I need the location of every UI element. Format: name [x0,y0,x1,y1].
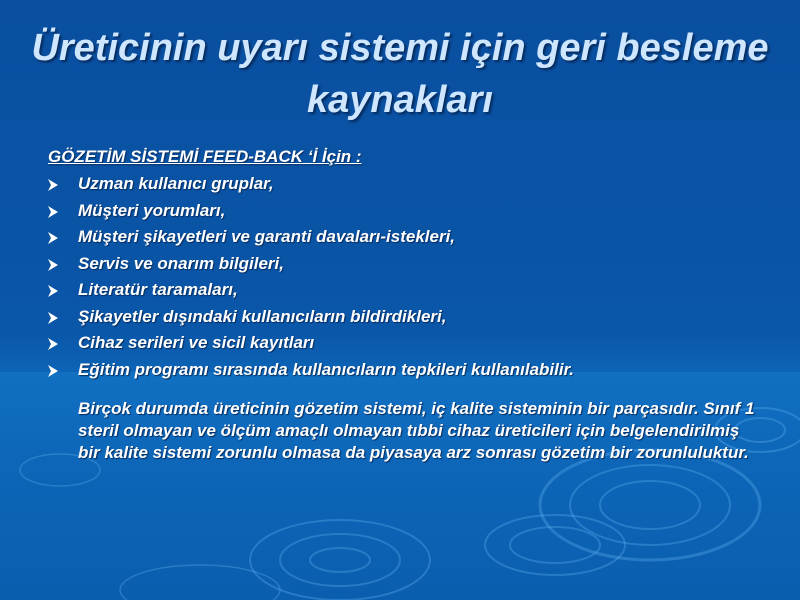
list-item-text: Literatür taramaları, [78,280,238,299]
list-item [48,304,768,331]
arrow-bullet-icon [48,338,58,350]
list-item [48,251,768,278]
arrow-bullet-icon [48,206,58,218]
list-item [48,357,768,384]
list-item-text: Müşteri yorumları, [78,200,226,220]
slide-body [48,144,768,464]
list-item-text: Şikayetler dışındaki kullanıcıların bildirdikleri, [78,306,447,326]
list-item [48,171,768,198]
list-item-text: Servis ve onarım bilgileri, [78,253,284,273]
arrow-bullet-icon [48,365,58,377]
list-item [48,224,768,251]
summary-paragraph: Birçok durumda üreticinin gözetim sistemi, iç kalite sisteminin bir parçasıdır. Sınıf 1 steril olmayan ve ölçüm amaçlı olmayan tıbbi cihaz üreticileri için belgelendirilmiş bir kalite sistemi zorunlu olmasa da piyasaya arz sonrası gözetim bir zorunluluktur. [78,399,755,462]
arrow-bullet-icon [48,232,58,244]
list-item-text: Cihaz serileri ve sicil kayıtları [78,333,315,352]
list-item [48,330,768,357]
list-item-text: Eğitim programı sırasında kullanıcıların tepkileri kullanılabilir. [78,359,574,379]
list-item-text: Uzman kullanıcı gruplar, [78,174,274,193]
arrow-bullet-icon [48,179,58,191]
section-heading: GÖZETİM SİSTEMİ FEED-BACK ‘İ İçin : [48,147,362,166]
list-item [48,277,768,304]
list-item-text: Müşteri şikayetleri ve garanti davaları-istekleri, [78,227,456,246]
slide-title: Üreticinin uyarı sistemi için geri besleme kaynakları [31,27,769,121]
arrow-bullet-icon [48,285,58,297]
arrow-bullet-icon [48,312,58,324]
arrow-bullet-icon [48,259,58,271]
bullet-list [48,171,768,383]
list-item [48,198,768,225]
